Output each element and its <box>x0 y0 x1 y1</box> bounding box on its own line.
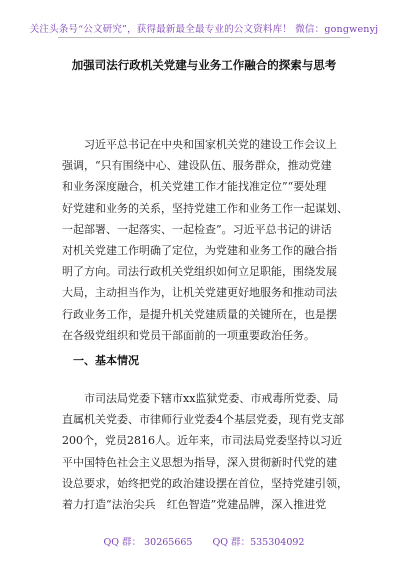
paragraph-line: 市司法局党委下辖市xx监狱党委、市戒毒所党委、局 <box>62 392 339 405</box>
paragraph-line: 200个，党员2816人。近年来，市司法局党委坚持以习近 <box>62 434 342 448</box>
footer-contact <box>0 534 408 548</box>
footer-qq-group-2: QQ 群：535304092 <box>212 537 305 548</box>
paragraph-line: 强调，“只有围绕中心、建设队伍、服务群众，推动党建 <box>62 159 332 173</box>
paragraph-line: 和业务深度融合，机关党建工作才能找准定位”“要处理 <box>62 180 327 194</box>
paragraph-line: 直属机关党委、市律师行业党委4个基层党委，现有党支部 <box>62 413 344 427</box>
header-promo-note: 关注头条号“公文研究”，获得最新最全最专业的公文资料库！ 微信：gongwenyj <box>29 24 379 35</box>
paragraph-basic-situation <box>62 388 346 515</box>
paragraph-line: 在各级党组织和党员干部面前的一项重要政治任务。 <box>62 328 315 342</box>
paragraph-line: 着力打造“法治尖兵 红色智造”党建品牌，深入推进党 <box>62 497 327 511</box>
footer-qq-group-1: QQ 群： 30265665 <box>103 537 193 548</box>
paragraph-intro <box>62 134 346 346</box>
paragraph-line: 大局，主动担当作为，让机关党建更好地服务和推动司法 <box>62 286 337 300</box>
paragraph-line: 行政业务工作，是提升机关党建质量的关键所在，也是摆 <box>62 307 337 321</box>
paragraph-line: 设总要求，始终把党的政治建设摆在首位，坚持党建引领， <box>62 476 348 490</box>
paragraph-line: 一起部署、一起落实、一起检查”。习近平总书记的讲话 <box>62 222 332 236</box>
paragraph-line: 好党建和业务的关系，坚持党建工作和业务工作一起谋划、 <box>62 201 348 215</box>
header-divider <box>58 37 350 38</box>
paragraph-line: 对机关党建工作明确了定位，为党建和业务工作的融合指 <box>62 243 337 257</box>
section-heading-basic-situation: 一、基本情况 <box>73 354 139 367</box>
document-title: 加强司法行政机关党建与业务工作融合的探索与思考 <box>71 58 337 72</box>
paragraph-line: 习近平总书记在中央和国家机关党的建设工作会议上 <box>62 138 337 151</box>
paragraph-line: 平中国特色社会主义思想为指导，深入贯彻新时代党的建 <box>62 455 337 469</box>
paragraph-line: 明了方向。司法行政机关党组织如何立足职能，围绕发展 <box>62 265 337 279</box>
